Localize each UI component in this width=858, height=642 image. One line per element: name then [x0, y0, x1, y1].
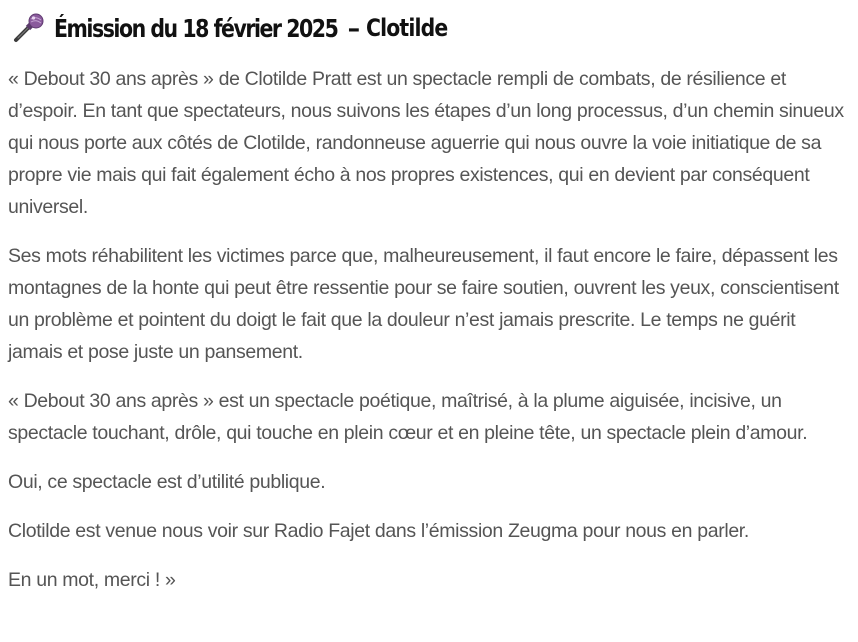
article: [8, 0, 850, 613]
paragraph-public-utility: Oui, ce spectacle est d’utilité publique.: [8, 471, 326, 493]
paragraph-radio: Clotilde est venue nous voir sur Radio Fajet dans l’émission Zeugma pour nous en parler.: [8, 520, 749, 542]
paragraph-show: « Debout 30 ans après » est un spectacle poétique, maîtrisé, à la plume aiguisée, incisive, un spectacle touchant, drôle, qui touche en plein cœur et en pleine tête, un spectacle plein d’amour.: [8, 390, 808, 444]
title-separator: –: [347, 13, 361, 43]
guest-name: Clotilde: [366, 14, 448, 42]
microphone-icon: [12, 13, 46, 43]
page-title: [8, 0, 850, 56]
paragraph-intro: « Debout 30 ans après » de Clotilde Pratt est un spectacle rempli de combats, de résilience et d’espoir. En tant que spectateurs, nous suivons les étapes d’un long processus, d’un chemin sinueux qui nous porte aux côtés de Clotilde, randonneuse aguerrie qui nous ouvre la voie initiatique de sa propre vie mais qui fait également écho à nos propres existences, qui en devient par conséquent universel.: [8, 68, 844, 218]
episode-title: Émission du 18 février 2025: [54, 13, 338, 43]
paragraph-closing: En un mot, merci ! »: [8, 569, 176, 591]
paragraph-words: Ses mots réhabilitent les victimes parce que, malheureusement, il faut encore le faire, dépassent les montagnes de la honte qui peut être ressentie pour se faire soutien, ouvrent les yeux, conscientisent un problème et pointent du doigt le fait que la douleur n’est jamais prescrite. Le temps ne guérit jamais et pose juste un pansement.: [8, 245, 839, 363]
